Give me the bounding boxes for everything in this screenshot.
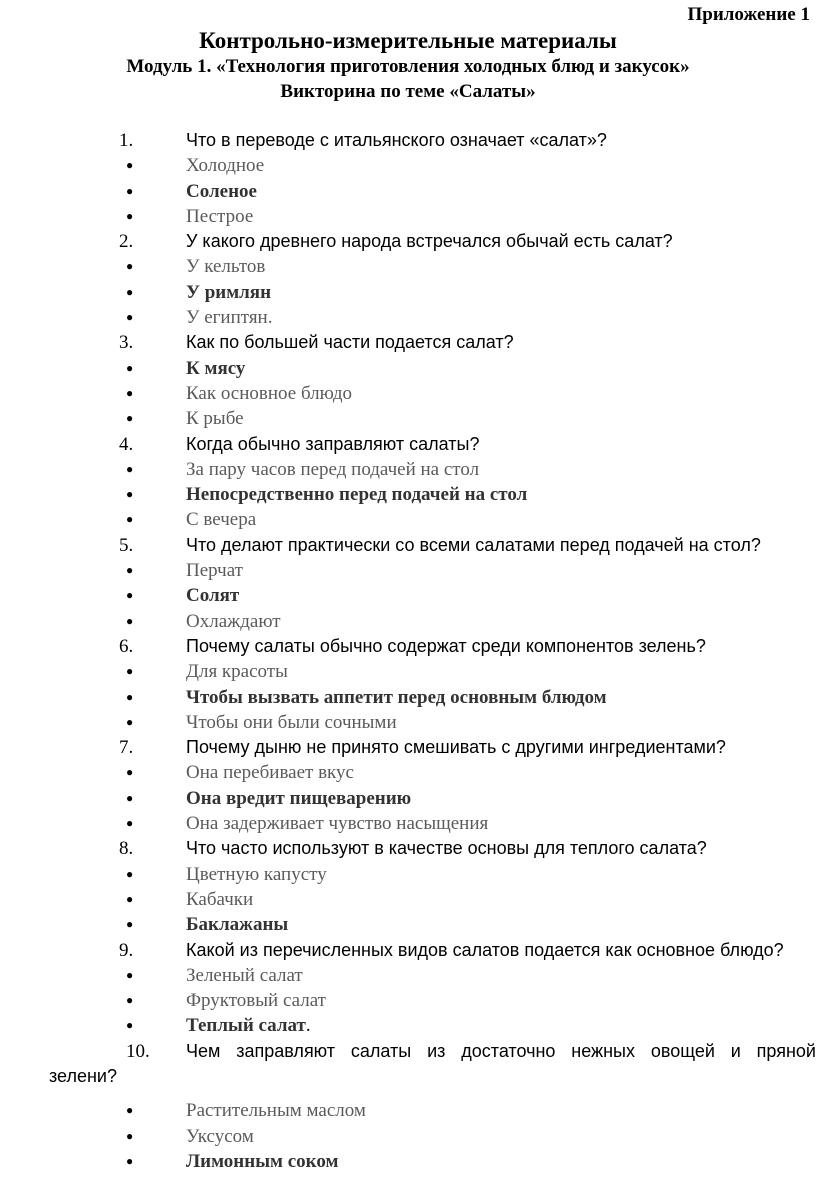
answer-text [186,963,303,988]
bullet-icon: ● [126,1153,134,1168]
bullet-icon: ● [126,259,134,274]
answer-label: Баклажаны [186,914,289,936]
question-text: Чем заправляют салаты из достаточно нежных овощей и пряной [186,1040,816,1061]
answer-suffix: . [305,1015,311,1037]
answer-label: Фруктовый салат [186,990,326,1012]
bullet-icon: ● [126,689,134,704]
answer-text [186,1124,254,1149]
answer-text [186,659,288,684]
answer-option-correct [0,1149,816,1174]
answer-text [186,356,245,381]
bullet-icon: ● [126,714,134,729]
quiz-title: Викторина по теме «Салаты» [280,81,536,102]
question-row [0,836,816,861]
answer-label: Солят [186,585,240,607]
answer-label: Кабачки [186,888,254,910]
quiz-list [0,128,816,1174]
answer-text [186,710,397,735]
answer-label: Перчат [186,560,243,582]
answer-option-correct [0,685,816,710]
bullet-icon: ● [126,208,134,223]
answer-label: С вечера [186,509,257,531]
question-text: Что в переводе с итальянского означает «салат»? [186,130,607,150]
answer-label: Непосредственно перед подачей на стол [186,484,528,506]
bullet-icon: ● [126,993,134,1008]
answer-label: Как основное блюдо [186,382,353,404]
answer-option-correct [0,179,816,204]
answer-text [186,179,257,204]
module-title: Модуль 1. «Технология приготовления холодных блюд и закусок» [126,56,690,77]
bullet-icon: ● [126,1018,134,1033]
answer-option [0,609,816,634]
question-number: 8. [119,838,134,860]
question-row [0,533,816,558]
answer-text [186,1149,338,1174]
answer-text [186,153,264,178]
answer-label: Чтобы вызвать аппетит перед основным блюдом [186,686,607,708]
question-number: 9. [119,939,134,961]
answer-label: За пару часов перед подачей на стол [186,458,480,480]
answer-text [186,811,488,836]
bullet-icon: ● [126,461,134,476]
bullet-icon: ● [126,183,134,198]
bullet-icon: ● [126,917,134,932]
answer-label: Холодное [186,155,265,177]
answer-option [0,457,816,482]
bullet-icon: ● [126,1128,134,1143]
question-number: 7. [119,737,134,759]
answer-option [0,558,816,583]
answer-label: Пестрое [186,205,254,227]
answer-label: У кельтов [186,256,266,278]
bullet-icon: ● [126,664,134,679]
answer-option [0,760,816,785]
answer-option-correct [0,786,816,811]
answer-option [0,659,816,684]
answer-option [0,710,816,735]
bullet-icon: ● [126,310,134,325]
answer-label: К мясу [186,357,246,379]
bullet-icon: ● [126,411,134,426]
answer-option [0,406,816,431]
answer-option [0,963,816,988]
answer-option-correct [0,482,816,507]
bullet-icon: ● [126,284,134,299]
question-row [0,735,816,760]
question-text: У какого древнего народа встречался обычай есть салат? [186,231,673,252]
answer-text [186,558,243,583]
answer-text [186,280,271,305]
answer-text [186,1013,311,1038]
answer-text [186,305,272,330]
bullet-icon: ● [126,588,134,603]
answer-text [186,685,607,710]
answer-label: Растительным маслом [186,1100,366,1122]
question-row [0,229,816,254]
bullet-icon: ● [126,967,134,982]
question-text: Как по большей части подается салат? [186,332,514,353]
bullet-icon: ● [126,1103,134,1118]
bullet-icon: ● [126,385,134,400]
answer-text [186,204,253,229]
answer-text [186,988,326,1013]
answer-option [0,153,816,178]
answer-label: Теплый салат [186,1015,306,1037]
answer-label: К рыбе [186,408,244,430]
answer-text [186,862,327,887]
bullet-icon: ● [126,790,134,805]
bullet-icon: ● [126,563,134,578]
question-number: 4. [119,433,134,455]
answer-label: Чтобы они были сочными [186,711,397,733]
document-title: Контрольно-измерительные материалы [199,28,617,53]
bullet-icon: ● [126,512,134,527]
answer-text [186,1098,366,1123]
answer-text [186,381,352,406]
answer-text [186,760,354,785]
bullet-icon: ● [126,765,134,780]
answer-option-correct [0,356,816,381]
answer-text [186,482,527,507]
answer-label: У египтян. [186,307,273,329]
answer-option [0,988,816,1013]
answer-option [0,507,816,532]
bullet-icon: ● [126,891,134,906]
answer-text [186,887,253,912]
question-text: Что делают практически со всеми салатами перед подачей на стол? [186,534,761,555]
bullet-icon: ● [126,360,134,375]
question-number: 5. [119,534,134,556]
question-text: Когда обычно заправляют салаты? [186,433,480,454]
answer-label: Цветную капусту [186,863,327,885]
question-text-continuation: зелени? [49,1065,117,1086]
answer-label: У римлян [186,281,272,303]
question-number: 3. [119,332,134,354]
answer-option-correct [0,1013,816,1038]
question-row [0,432,816,457]
answer-option-correct [0,280,816,305]
question-number: 2. [119,231,134,253]
answer-option-correct [0,583,816,608]
bullet-icon: ● [126,866,134,881]
answer-text [186,507,256,532]
answer-text [186,254,265,279]
answer-text [186,406,244,431]
question-number: 1. [119,130,134,151]
answer-text [186,583,239,608]
question-row [0,938,816,963]
answer-text [186,457,479,482]
bullet-icon: ● [126,816,134,831]
answer-option [0,887,816,912]
answer-option [0,305,816,330]
answer-label: Она перебивает вкус [186,762,354,784]
question-text: Что часто используют в качестве основы для теплого салата? [186,838,707,859]
bullet-icon: ● [126,158,134,173]
answer-label: Она задерживает чувство насыщения [186,813,489,835]
answer-label: Для красоты [186,661,288,683]
question-row [0,634,816,659]
answer-option [0,1124,816,1149]
answer-label: Она вредит пищеварению [186,787,412,809]
answer-label: Лимонным соком [186,1150,339,1172]
bullet-icon: ● [126,487,134,502]
question-number: 6. [119,635,134,657]
question-text: Какой из перечисленных видов салатов подается как основное блюдо? [186,939,784,960]
question-row [0,128,816,153]
question-row [0,330,816,355]
answer-text [186,609,281,634]
answer-option [0,204,816,229]
answer-option [0,1098,816,1123]
question-text: Почему салаты обычно содержат среди компонентов зелень? [186,635,706,656]
answer-text [186,912,288,937]
answer-option-correct [0,912,816,937]
question-text: Почему дыню не принято смешивать с другими ингредиентами? [186,737,726,758]
answer-label: Соленое [186,180,257,202]
answer-label: Уксусом [186,1125,254,1147]
answer-label: Охлаждают [186,610,281,632]
answer-option [0,254,816,279]
answer-text [186,786,411,811]
bullet-icon: ● [126,613,134,628]
question-number: 10. [126,1040,150,1062]
answer-label: Зеленый салат [186,964,303,986]
question-row [0,1039,816,1090]
answer-option [0,811,816,836]
appendix-label: Приложение 1 [687,4,810,25]
answer-option [0,381,816,406]
answer-option [0,862,816,887]
